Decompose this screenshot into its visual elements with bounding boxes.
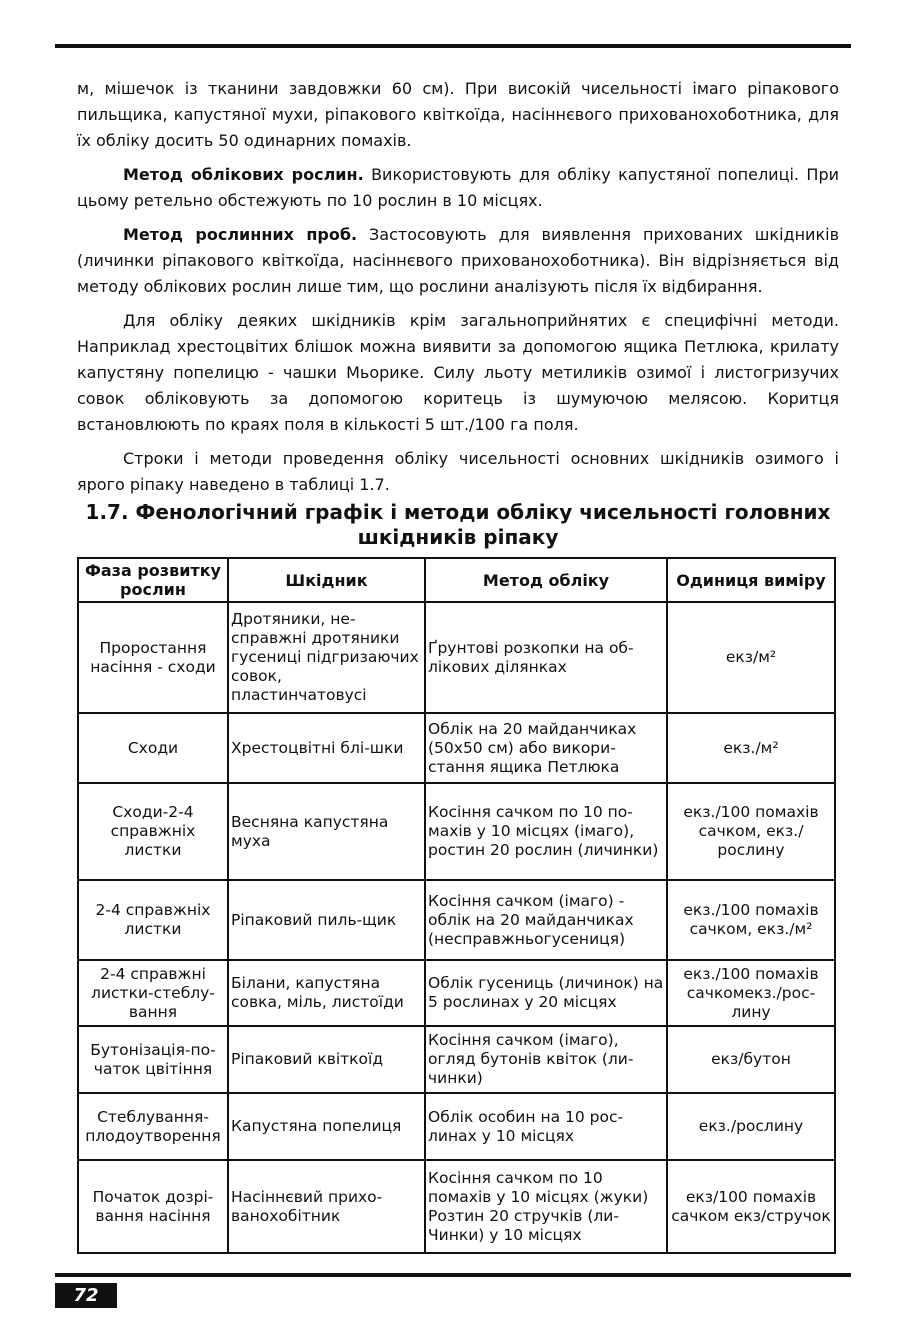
cell-method: Косіння сачком (імаго), огляд бутонів квіток (личинки) [425, 1026, 667, 1093]
paragraph-5: Строки і методи проведення обліку чисельності основних шкідників озимого і ярого ріпаку наведено в таблиці 1.7. [77, 449, 839, 494]
cell-phase: Бутонізація-початок цвітіння [78, 1026, 228, 1093]
cell-method: Косіння сачком (імаго) - облік на 20 майданчиках (несправжньогусениця) [425, 880, 667, 960]
paragraph-4: Для обліку деяких шкідників крім загальноприйнятих є специфічні методи. Наприклад хрестоцвітих блішок можна виявити за допомогою ящика Петлюка, крилату капустяну попелицю - чашки Мьорике. Силу льоту метиликів озимої і листогризучих совок обліковують за допомогою коритець із шумуючою мелясою. Коритця встановлюють по краях поля в кількості 5 шт./100 га поля. [77, 311, 839, 434]
cell-unit: екз/бутон [667, 1026, 835, 1093]
table-title: 1.7. Фенологічний графік і методи обліку чисельності головних шкідників ріпаку [85, 500, 831, 549]
cell-phase: Сходи [78, 713, 228, 783]
cell-method: Облік особин на 10 рослинах у 10 місцях [425, 1093, 667, 1160]
paragraph-2 [77, 162, 839, 214]
cell-pest: Капустяна попелиця [228, 1093, 425, 1160]
header-pest: Шкідник [228, 558, 425, 602]
cell-pest: Ріпаковий квіткоїд [228, 1026, 425, 1093]
cell-method: Косіння сачком по 10 помахів у 10 місцях (імаго), ростин 20 рослин (личинки) [425, 783, 667, 880]
cell-unit: екз./100 помахів сачком, екз./м² [667, 880, 835, 960]
paragraph-2-heading: Метод облікових рослин. [123, 165, 364, 184]
table-row [78, 602, 835, 713]
cell-phase: Сходи-2-4 справжніх листки [78, 783, 228, 880]
cell-pest: Хрестоцвітні блі-шки [228, 713, 425, 783]
table-row [78, 713, 835, 783]
table-row [78, 880, 835, 960]
paragraph-3-text: Застосовують для виявлення прихованих шкідників (личинки ріпакового квіткоїда, насіннєвого прихованохоботника). Він відрізняється від методу облікових рослин лише тим, що рослини аналізують після їх відбирання. [77, 225, 839, 296]
header-unit: Одиниця виміру [667, 558, 835, 602]
cell-unit: екз./м² [667, 713, 835, 783]
table-header-row [78, 558, 835, 602]
header-phase: Фаза розвитку рослин [78, 558, 228, 602]
page-number: 72 [55, 1283, 117, 1308]
cell-pest: Ріпаковий пиль-щик [228, 880, 425, 960]
table-row [78, 1160, 835, 1253]
body-text [77, 76, 839, 506]
table-row [78, 960, 835, 1026]
cell-pest: Білани, капустяна совка, міль, листоїди [228, 960, 425, 1026]
cell-unit: екз./100 помахів сачкомекз./рослину [667, 960, 835, 1026]
footer-rule [55, 1273, 851, 1277]
paragraph-1: м, мішечок із тканини завдовжки 60 см). При високій чисельності імаго ріпакового пильщика, капустяної мухи, ріпакового квіткоїда, насіннєвого прихованохоботника, для їх обліку досить 50 одинарних помахів. [77, 79, 839, 150]
cell-unit: екз/м² [667, 602, 835, 713]
cell-pest: Дротяники, несправжні дротяники гусениці підгризаючих совок, пластинчатовусі [228, 602, 425, 713]
paragraph-3-heading: Метод рослинних проб. [123, 225, 358, 244]
cell-unit: екз./рослину [667, 1093, 835, 1160]
cell-unit: екз./100 помахів сачком, екз./рослину [667, 783, 835, 880]
cell-method: Облік гусениць (личинок) на 5 рослинах у 20 місцях [425, 960, 667, 1026]
table-row [78, 1026, 835, 1093]
cell-method: Облік на 20 майданчиках (50х50 см) або використання ящика Петлюка [425, 713, 667, 783]
cell-phase: Стеблування-плодоутворення [78, 1093, 228, 1160]
table-row [78, 783, 835, 880]
cell-method: Ґрунтові розкопки на облікових ділянках [425, 602, 667, 713]
cell-method: Косіння сачком по 10 помахів у 10 місцях (жуки) Розтин 20 стручків (лиЧинки) у 10 місцях [425, 1160, 667, 1253]
phenology-table [77, 557, 836, 1254]
cell-pest: Насіннєвий прихованохобітник [228, 1160, 425, 1253]
cell-phase: 2-4 справжніх листки [78, 880, 228, 960]
cell-phase: Початок дозрівання насіння [78, 1160, 228, 1253]
cell-phase: Проростання насіння - сходи [78, 602, 228, 713]
header-method: Метод обліку [425, 558, 667, 602]
table-row [78, 1093, 835, 1160]
paragraph-3 [77, 222, 839, 300]
cell-unit: екз/100 помахів сачком екз/стручок [667, 1160, 835, 1253]
cell-pest: Весняна капустяна муха [228, 783, 425, 880]
top-rule [55, 44, 851, 48]
paragraph-2-text: Використовують для обліку капустяної попелиці. При цьому ретельно обстежують по 10 рослин в 10 місцях. [77, 165, 840, 210]
cell-phase: 2-4 справжні листки-стеблування [78, 960, 228, 1026]
